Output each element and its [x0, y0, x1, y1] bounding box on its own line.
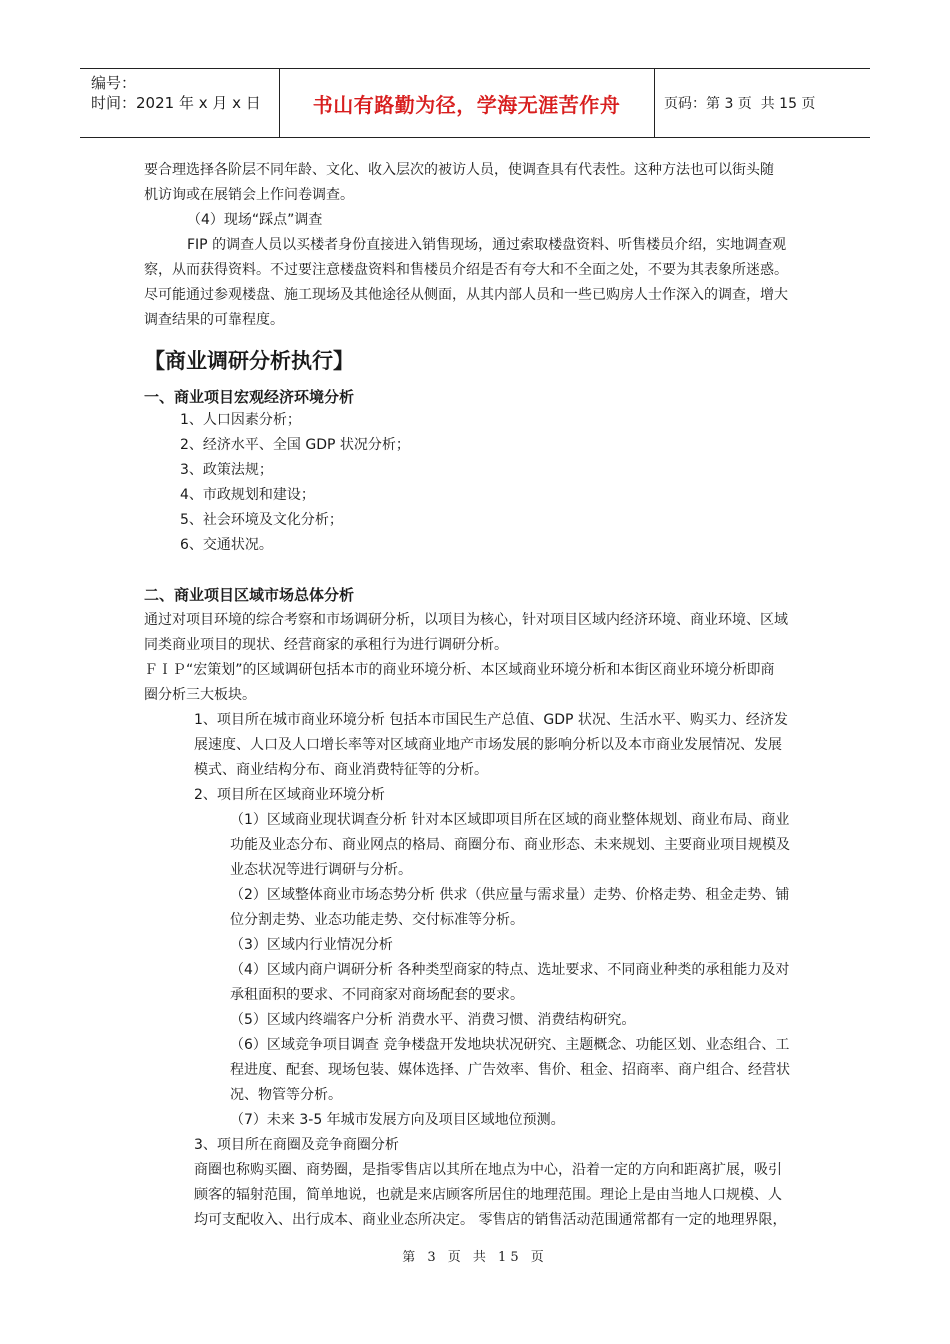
body-line: （2）区域整体商业市场态势分析 供求（供应量与需求量）走势、价格走势、租金走势、铺	[230, 887, 790, 903]
header-motto: 书山有路勤为径，学海无涯苦作舟	[312, 92, 621, 117]
doc-number-label: 编号：	[91, 74, 137, 92]
page-footer: 第 3 页 共 15 页	[402, 1250, 548, 1265]
list-item: 5、社会环境及文化分析；	[180, 512, 343, 528]
body-line: 机访询或在展销会上作问卷调查。	[144, 187, 354, 203]
body-line: 尽可能通过参观楼盘、施工现场及其他途径从侧面，从其内部人员和一些已购房人士作深入的调查，增大	[144, 287, 788, 303]
list-item: 6、交通状况。	[180, 537, 273, 553]
header-page-info: 页码：第 3 页 共 15 页	[664, 96, 816, 112]
body-line: ＦＩＰ“宏策划”的区域调研包括本市的商业环境分析、本区域商业环境分析和本街区商业环境分析即商	[144, 662, 775, 678]
body-line: （7）未来 3-5 年城市发展方向及项目区域地位预测。	[230, 1112, 565, 1128]
body-line: 顾客的辐射范围，简单地说，也就是来店顾客所居住的地理范围。理论上是由当地人口规模、人	[194, 1187, 782, 1203]
body-line: 调查结果的可靠程度。	[144, 312, 284, 328]
header-meta	[91, 73, 261, 113]
body-line: 均可支配收入、出行成本、商业业态所决定。 零售店的销售活动范围通常都有一定的地理界限，	[194, 1212, 787, 1228]
part2-title: 二、商业项目区域市场总体分析	[144, 586, 355, 604]
subheading: （4）现场“踩点”调查	[187, 212, 323, 228]
body-line: 同类商业项目的现状、经营商家的承租行为进行调研分析。	[144, 637, 508, 653]
page-header	[80, 68, 870, 138]
body-line: 位分割走势、业态功能走势、交付标准等分析。	[230, 912, 524, 928]
body-line: （4）区域内商户调研分析 各种类型商家的特点、选址要求、不同商业种类的承租能力及对	[230, 962, 790, 978]
section-title: 【商业调研分析执行】	[144, 349, 354, 373]
body-line: 商圈也称购买圈、商势圈，是指零售店以其所在地点为中心，沿着一定的方向和距离扩展，吸引	[194, 1162, 782, 1178]
body-line: （5）区域内终端客户分析 消费水平、消费习惯、消费结构研究。	[230, 1012, 636, 1028]
body-line: 圈分析三大板块。	[144, 687, 256, 703]
body-line: FIP 的调查人员以买楼者身份直接进入销售现场，通过索取楼盘资料、听售楼员介绍，实地调查观	[187, 237, 787, 253]
body-line: （1）区域商业现状调查分析 针对本区域即项目所在区域的商业整体规划、商业布局、商业	[230, 812, 790, 828]
body-line: 程进度、配套、现场包装、媒体选择、广告效率、售价、租金、招商率、商户组合、经营状	[230, 1062, 790, 1078]
doc-date-label: 时间：2021 年 x 月 x 日	[91, 94, 261, 112]
body-line: （3）区域内行业情况分析	[230, 937, 393, 953]
list-item: 1、人口因素分析；	[180, 412, 301, 428]
list-item: 2、经济水平、全国 GDP 状况分析；	[180, 437, 410, 453]
body-line: 况、物管等分析。	[230, 1087, 342, 1103]
subheading: 2、项目所在区域商业环境分析	[194, 787, 385, 803]
body-line: 要合理选择各阶层不同年龄、文化、收入层次的被访人员，使调查具有代表性。这种方法也可以街头随	[144, 162, 774, 178]
body-line: 展速度、人口及人口增长率等对区域商业地产市场发展的影响分析以及本市商业发展情况、发展	[194, 737, 782, 753]
body-line: 承租面积的要求、不同商家对商场配套的要求。	[230, 987, 524, 1003]
list-item: 4、市政规划和建设；	[180, 487, 315, 503]
body-line: 业态状况等进行调研与分析。	[230, 862, 412, 878]
part1-title: 一、商业项目宏观经济环境分析	[144, 388, 355, 406]
body-line: 通过对项目环境的综合考察和市场调研分析，以项目为核心，针对项目区域内经济环境、商业环境、区域	[144, 612, 788, 628]
subheading: 3、项目所在商圈及竞争商圈分析	[194, 1137, 399, 1153]
body-line: 察，从而获得资料。不过要注意楼盘资料和售楼员介绍是否有夸大和不全面之处，不要为其表象所迷惑。	[144, 262, 788, 278]
body-line: 功能及业态分布、商业网点的格局、商圈分布、商业形态、未来规划、主要商业项目规模及	[230, 837, 790, 853]
header-divider	[654, 69, 655, 137]
body-line: 1、项目所在城市商业环境分析 包括本市国民生产总值、GDP 状况、生活水平、购买力、经济发	[194, 712, 788, 728]
body-line: （6）区域竞争项目调查 竞争楼盘开发地块状况研究、主题概念、功能区划、业态组合、工	[230, 1037, 790, 1053]
body-line: 模式、商业结构分布、商业消费特征等的分析。	[194, 762, 488, 778]
list-item: 3、政策法规；	[180, 462, 273, 478]
